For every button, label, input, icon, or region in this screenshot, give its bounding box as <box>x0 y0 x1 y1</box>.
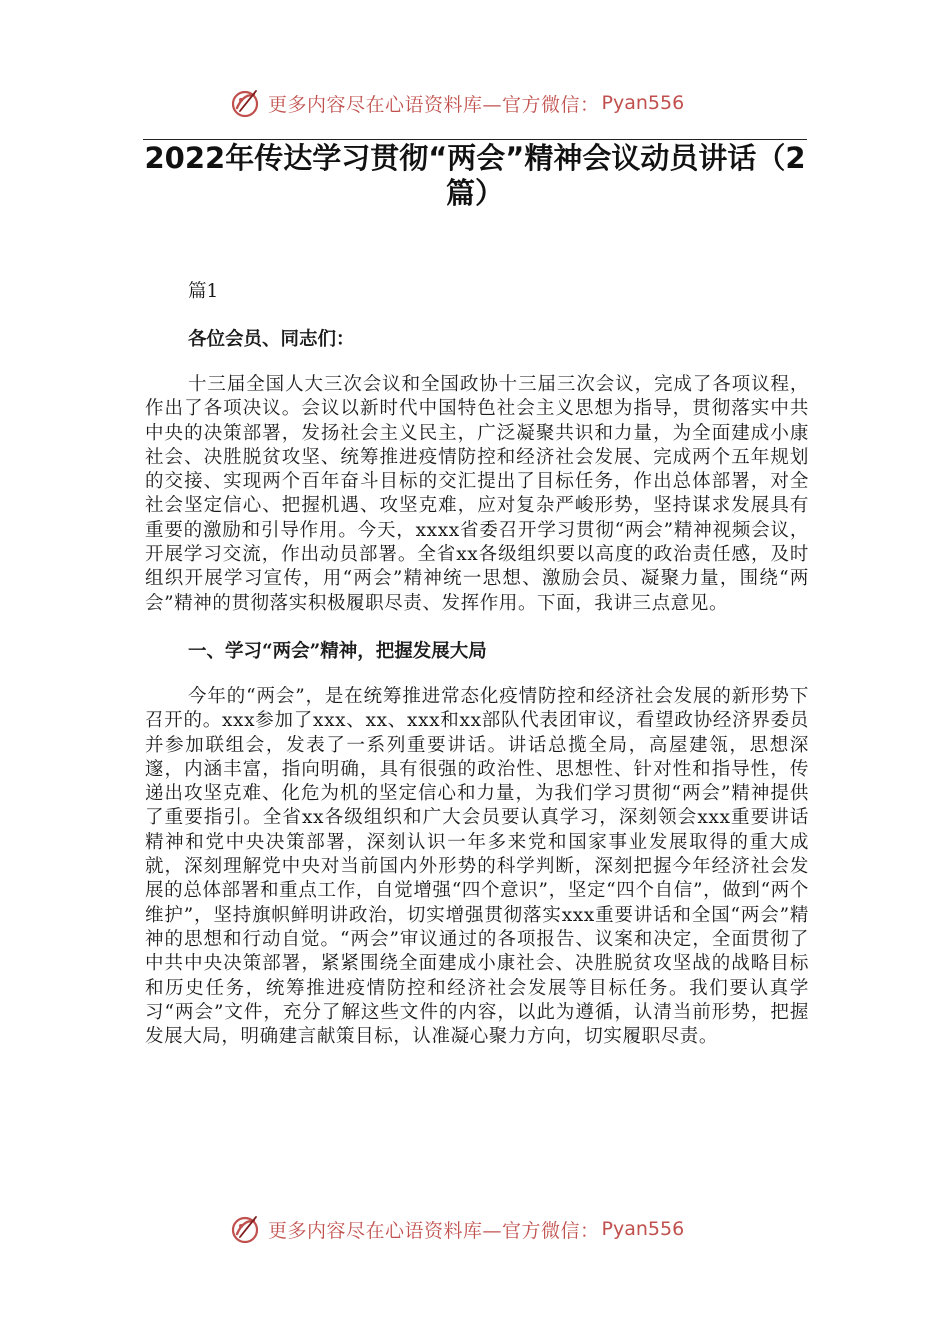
document-body <box>145 279 809 1049</box>
part-label: 篇1 <box>188 281 219 302</box>
watermark-text: 更多内容尽在心语资料库—官方微信： <box>268 93 600 116</box>
watermark-header <box>228 85 684 121</box>
greeting: 各位会员、同志们： <box>188 329 355 350</box>
logo-icon <box>228 85 264 121</box>
watermark-wechat-id: Pyan556 <box>601 92 685 114</box>
logo-icon <box>228 1211 264 1247</box>
watermark-footer <box>228 1211 684 1247</box>
header-rule <box>143 139 807 140</box>
paragraph-1: 十三届全国人大三次会议和全国政协十三届三次会议，完成了各项议程，作出了各项决议。会议以新时代中国特色社会主义思想为指导，贯彻落实中共中央的决策部署，发扬社会主义民主，广泛凝聚共识和力量，为全面建成小康社会、决胜脱贫攻坚、统筹推进疫情防控和经济社会发展、完成两个五年规划的交接、实现两个百年奋斗目标的交汇提出了目标任务，作出总体部署，对全社会坚定信心、把握机遇、攻坚克难，应对复杂严峻形势，坚持谋求发展具有重要的激励和引导作用。今天，xxxx省委召开学习贯彻“两会”精神视频会议，开展学习交流，作出动员部署。全省xx各级组织要以高度的政治责任感，及时组织开展学习宣传，用“两会”精神统一思想、激励会员、凝聚力量，围绕“两会”精神的贯彻落实积极履职尽责、发挥作用。下面，我讲三点意见。 <box>145 374 809 614</box>
paragraph-2: 今年的“两会”，是在统筹推进常态化疫情防控和经济社会发展的新形势下召开的。xxx参加了xxx、xx、xxx和xx部队代表团审议，看望政协经济界委员并参加联组会，发表了一系列重要讲话。讲话总揽全局，高屋建瓴，思想深邃，内涵丰富，指向明确，具有很强的政治性、思想性、针对性和指导性，传递出攻坚克难、化危为机的坚定信心和力量，为我们学习贯彻“两会”精神提供了重要指引。全省xx各级组织和广大会员要认真学习，深刻领会xxx重要讲话精神和党中央决策部署，深刻认识一年多来党和国家事业发展取得的重大成就，深刻理解党中央对当前国内外形势的科学判断，深刻把握今年经济社会发展的总体部署和重点工作，自觉增强“四个意识”，坚定“四个自信”，做到“两个维护”，坚持旗帜鲜明讲政治，切实增强贯彻落实xxx重要讲话和全国“两会”精神的思想和行动自觉。“两会”审议通过的各项报告、议案和决定，全面贯彻了中共中央决策部署，紧紧围绕全面建成小康社会、决胜脱贫攻坚战的战略目标和历史任务，统筹推进疫情防控和经济社会发展等目标任务。我们要认真学习“两会”文件，充分了解这些文件的内容，以此为遵循，认清当前形势，把握发展大局，明确建言献策目标，认准凝心聚力方向，切实履职尽责。 <box>145 685 809 1048</box>
document-title: 2022年传达学习贯彻“两会”精神会议动员讲话（2篇） <box>144 141 806 210</box>
watermark-wechat-id: Pyan556 <box>601 1218 685 1240</box>
watermark-text: 更多内容尽在心语资料库—官方微信： <box>268 1219 600 1242</box>
section-heading-1: 一、学习“两会”精神，把握发展大局 <box>188 640 487 662</box>
